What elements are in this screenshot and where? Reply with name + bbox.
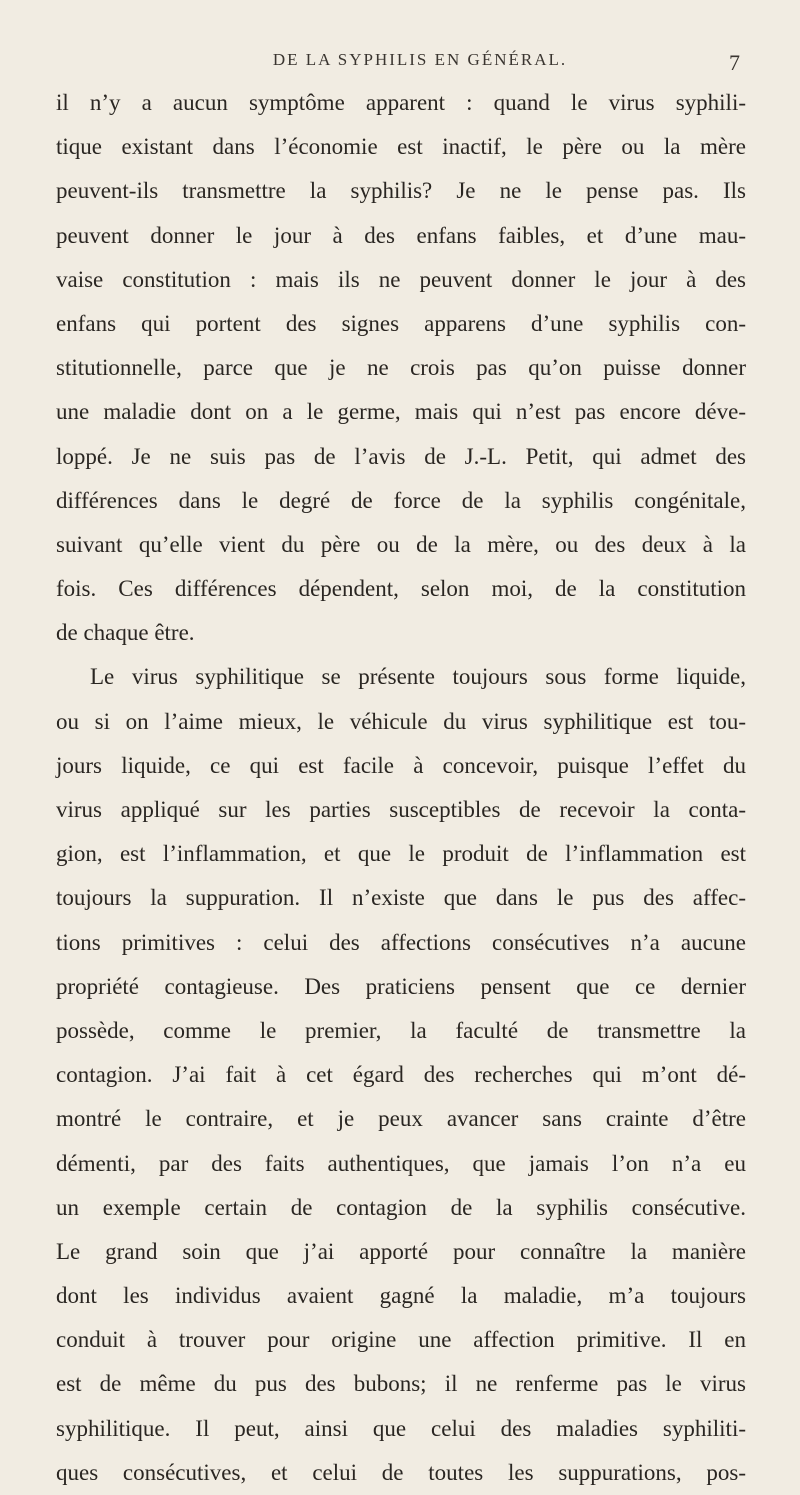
text-line: propriété contagieuse. Des praticiens pensent que ce dernier [56, 973, 746, 999]
text-line: vaise constitution : mais ils ne peuvent donner le jour à des [56, 266, 746, 292]
text-line: conduit à trouver pour origine une affection primitive. Il en [56, 1327, 746, 1353]
text-line: stitutionnelle, parce que je ne crois pas qu’on puisse donner [56, 355, 746, 381]
text-line: différences dans le degré de force de la syphilis congénitale, [56, 487, 746, 513]
text-line: ou si on l’aime mieux, le véhicule du virus syphilitique est tou- [56, 708, 746, 734]
text-line: tions primitives : celui des affections consécutives n’a aucune [56, 929, 746, 955]
text-line: il n’y a aucun symptôme apparent : quand le virus syphili- [56, 90, 746, 115]
text-line: de chaque être. [56, 620, 195, 646]
text-line: peuvent donner le jour à des enfans faibles, et d’une mau- [56, 222, 746, 248]
text-line: démenti, par des faits authentiques, que jamais l’on n’a eu [56, 1150, 746, 1176]
text-line: un exemple certain de contagion de la syphilis consécutive. [56, 1194, 746, 1220]
text-line: contagion. J’ai fait à cet égard des recherches qui m’ont dé- [56, 1062, 746, 1088]
text-line: montré le contraire, et je peux avancer sans crainte d’être [56, 1106, 746, 1132]
text-line: Le grand soin que j’ai apporté pour connaître la manière [56, 1238, 746, 1264]
text-line: toujours la suppuration. Il n’existe que dans le pus des affec- [56, 885, 746, 911]
text-line: fois. Ces différences dépendent, selon moi, de la constitution [56, 576, 746, 602]
text-line: est de même du pus des bubons; il ne renferme pas le virus [56, 1371, 746, 1397]
text-line: suivant qu’elle vient du père ou de la mère, ou des deux à la [56, 531, 746, 557]
text-line: gion, est l’inflammation, et que le produit de l’inflammation est [56, 841, 746, 867]
text-line: ques consécutives, et celui de toutes les suppurations, pos- [56, 1459, 746, 1485]
text-line: tique existant dans l’économie est inactif, le père ou la mère [56, 134, 746, 160]
page-header [100, 50, 740, 80]
page-number: 7 [729, 50, 740, 75]
text-line: Le virus syphilitique se présente toujours sous forme liquide, [90, 664, 746, 690]
text-line: syphilitique. Il peut, ainsi que celui des maladies syphiliti- [56, 1415, 746, 1441]
text-line: possède, comme le premier, la faculté de transmettre la [56, 1017, 746, 1043]
running-head: DE LA SYPHILIS EN GÉNÉRAL. [272, 50, 568, 69]
text-line: virus appliqué sur les parties susceptibles de recevoir la conta- [56, 797, 746, 822]
text-line: peuvent-ils transmettre la syphilis? Je ne le pense pas. Ils [56, 178, 746, 204]
text-line: loppé. Je ne suis pas de l’avis de J.-L. Petit, qui admet des [56, 443, 746, 469]
body-text [56, 81, 746, 1495]
text-line: une maladie dont on a le germe, mais qui n’est pas encore déve- [56, 399, 746, 425]
text-line: dont les individus avaient gagné la maladie, m’a toujours [56, 1283, 746, 1309]
text-line: enfans qui portent des signes apparens d’une syphilis con- [56, 310, 746, 336]
text-line: jours liquide, ce qui est facile à concevoir, puisque l’effet du [56, 752, 746, 778]
